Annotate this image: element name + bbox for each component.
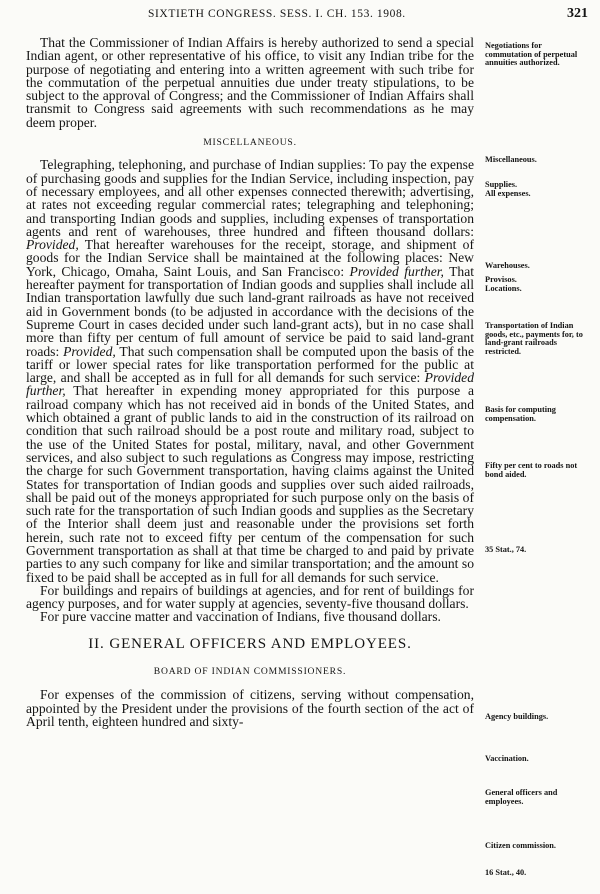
margin-note-transportation: Transportation of Indian goods, etc., payments for, to land-grant railroads restricted.: [485, 321, 583, 357]
text-run: That hereafter warehouses for the receipt, storage, and shipment of goods for the Indian Service shall be maintained at the following places: New York, Chicago, Omaha, Saint Louis, and San Francisco:: [26, 237, 474, 279]
margin-note-commutation: Negotiations for commutation of perpetual annuities authorized.: [485, 41, 578, 68]
proviso-label: Provided,: [63, 343, 116, 359]
paragraph-agency-buildings: For buildings and repairs of buildings at agencies, and for rent of buildings for agency purposes, and for water supply at agencies, seventy-five thousand dollars.: [26, 582, 474, 612]
margin-note-16-stat: 16 Stat., 40.: [485, 868, 527, 877]
proviso-label: Provided,: [26, 237, 79, 253]
text-run: That hereafter in expending money appropriated for this purpose a railroad company which has not received aid in bonds of the United States, and which obtained a grant of public lands to aid in the construction of its railroad on condition that such railroad should be a post route and military road, subject to the use of the United States for postal, military, naval, and other Government services, and also subject to such regulations as Congress may impose, restricting the charge for such Government transportation, having claims against the United States for transportation of Indian goods and supplies over such aided railroads, shall be paid out of the moneys appropriated for such purpose only on the basis of such rate for the transportation of such Indian goods and supplies as the Secretary of the Interior shall deem just and reasonable under the provisions set forth herein, such rate not to exceed fifty per centum of the compensation for such Government transportation as shall at that time be charged to and paid by private parties to any such company for like and similar transportation; and the amount so fixed to be paid shall be accepted as in full for all demands for such service.: [26, 383, 474, 585]
proviso-label: Provided further,: [349, 263, 444, 279]
margin-note-warehouses: Warehouses.: [485, 261, 530, 270]
margin-note-citizen-commission: Citizen commission.: [485, 841, 556, 850]
margin-note-fifty-per-cent: Fifty per cent to roads not bond aided.: [485, 461, 578, 479]
proviso-label: Provided further,: [26, 370, 474, 399]
margin-note-vaccination: Vaccination.: [485, 754, 529, 763]
page-header: [40, 6, 588, 24]
margin-note-provisos: Provisos. Locations.: [485, 275, 522, 293]
text-run: That hereafter payment for transportation of Indian goods and supplies shall include all Indian transportation lawfully due such land-grant railroads as have not received aid in Government bonds (to be adjusted in accordance with the decisions of the Supreme Court in cases decided under such land-grant acts), but in no case shall more than fifty per centum of full amount of service be paid to said land-grant roads:: [26, 263, 475, 359]
paragraph-supplies: [26, 158, 474, 584]
text-run: That such compensation shall be computed upon the basis of the tariff or lower special rates for like transportation performed for the public at large, and shall be accepted as in full for all demands for such service:: [26, 343, 474, 386]
paragraph-citizen-commission: For expenses of the commission of citizens, serving without compensation, appointed by the President under the provisions of the fourth section of the act of April tenth, eighteen hundred and sixty-: [26, 687, 474, 729]
main-text-column: [26, 36, 474, 728]
running-head: SIXTIETH CONGRESS. SESS. I. CH. 153. 1908.: [148, 8, 406, 20]
text-run: Telegraphing, telephoning, and purchase of Indian supplies: To pay the expense of purchasing goods and supplies for the Indian Service, including inspection, pay of necessary employees, and all other expenses connected therewith; advertising, at rates not exceeding regular commercial rates; telegraphing and telephoning; and transporting Indian goods and supplies, including expenses of transportation agents and rent of warehouses, three hundred and fifteen thousand dollars:: [26, 157, 474, 239]
heading-board-commissioners: BOARD OF INDIAN COMMISSIONERS.: [153, 666, 347, 678]
heading-general-officers: II. GENERAL OFFICERS AND EMPLOYEES.: [88, 635, 412, 652]
margin-note-agency-buildings: Agency buildings.: [485, 712, 549, 721]
margin-note-miscellaneous: Miscellaneous.: [485, 155, 537, 164]
heading-miscellaneous: MISCELLANEOUS.: [203, 137, 297, 149]
paragraph-vaccination: For pure vaccine matter and vaccination of Indians, five thousand dollars.: [40, 609, 441, 625]
margin-note-supplies: Supplies. All expenses.: [485, 180, 531, 198]
page-number: 321: [567, 6, 588, 21]
margin-note-basis: Basis for computing compensation.: [485, 405, 556, 423]
margin-note-35-stat: 35 Stat., 74.: [485, 545, 527, 554]
paragraph-commutation: That the Commissioner of Indian Affairs is hereby authorized to send a special Indian agent, or other representative of his office, to visit any Indian tribe for the purpose of negotiating and entering into a written agreement with such tribe for the commutation of the perpetual annuities due under treaty stipulations, to be subject to the approval of Congress; and the Commissioner of Indian Affairs shall transmit to Congress said agreements with such recommendations as he may deem proper.: [26, 35, 474, 130]
margin-note-general-officers: General officers and employees.: [485, 788, 558, 806]
